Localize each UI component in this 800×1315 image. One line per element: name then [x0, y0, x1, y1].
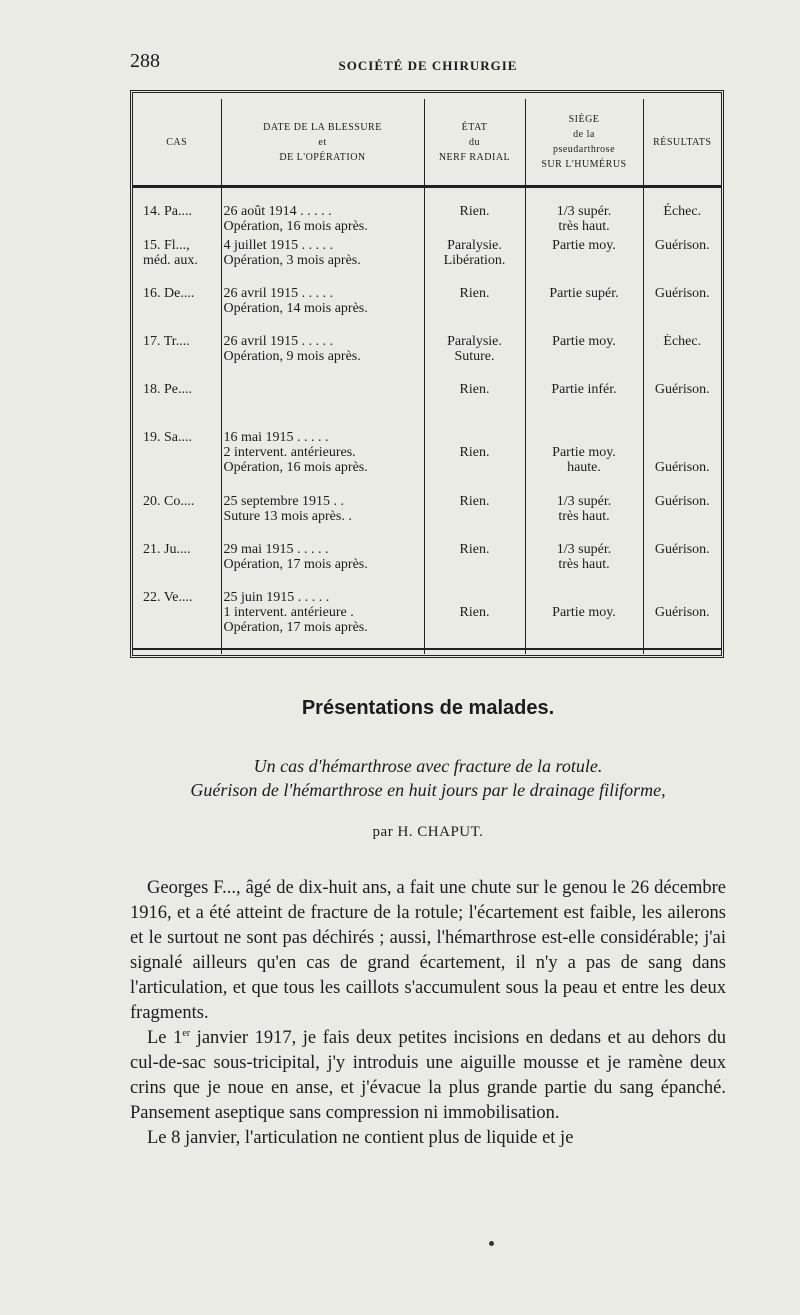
cell-cas: 15. Fl..., méd. aux. [143, 238, 198, 268]
cell-etat: Rien. [424, 286, 525, 334]
cell-siege: Partie moy. [525, 334, 643, 382]
cell-resultat: Guérison. [643, 590, 721, 654]
cases-table-frame [130, 90, 724, 658]
cell-siege: 1/3 supér. très haut. [525, 542, 643, 590]
cell-cas: 22. Ve.... [143, 590, 193, 605]
cell-resultat: Guérison. [643, 286, 721, 334]
cell-siege: 1/3 supér. très haut. [525, 187, 643, 239]
cell-date: 4 juillet 1915 . . . . . Opération, 3 mois après. [221, 238, 424, 286]
cell-cas: 17. Tr.... [143, 334, 190, 349]
cases-table [133, 99, 721, 654]
cell-siege: Partie moy. haute. [525, 430, 643, 494]
cell-cas: 16. De.... [143, 286, 195, 301]
cell-date: 25 septembre 1915 . . Suture 13 mois après. . [221, 494, 424, 542]
paragraph: Georges F..., âgé de dix-huit ans, a fait une chute sur le genou le 26 décembre 1916, et a été atteint de fracture de la rotule; l'écartement est faible, les ailerons et le surtout ne sont pas déchirés ; aussi, l'hémarthrose est-elle considérable; j'ai signalé ailleurs qu'en cas de grand écartement, il n'y a pas de sang dans l'articulation, et que tous les caillots s'accumulent sous la peau et entre les deux fragments. [130, 878, 726, 1023]
cell-siege: 1/3 supér. très haut. [525, 494, 643, 542]
table-row [133, 430, 721, 494]
cell-resultat: Guérison. [643, 382, 721, 430]
table-row [133, 334, 721, 382]
cell-cas: 19. Sa.... [143, 430, 192, 445]
journal-title: SOCIÉTÉ DE CHIRURGIE [338, 58, 518, 73]
cell-resultat: Échec. [643, 334, 721, 382]
cell-etat: Rien. [424, 382, 525, 430]
table-row [133, 494, 721, 542]
cell-date: 26 avril 1915 . . . . . Opération, 9 mois après. [221, 334, 424, 382]
cell-etat: Rien. [424, 590, 525, 654]
cell-cas: 14. Pa.... [143, 204, 192, 219]
table-row [133, 590, 721, 654]
cell-etat: Paralysie. Libération. [424, 238, 525, 286]
cell-date: 29 mai 1915 . . . . . Opération, 17 mois après. [221, 542, 424, 590]
ink-dot [489, 1241, 494, 1246]
table-row [133, 238, 721, 286]
cell-etat: Rien. [424, 542, 525, 590]
table-row [133, 382, 721, 430]
paragraph: Le 1er janvier 1917, je fais deux petites incisions en dedans et au dehors du cul-de-sac sous-tricipital, j'y introduis une aiguille mousse et je ramène deux crins que je noue en anse, et j'évacue la plus grande partie du sang épanché. Pansement aseptique sans compression ni immobilisation. [130, 1027, 726, 1123]
cell-etat: Rien. [424, 187, 525, 239]
cell-siege: Partie moy. [525, 590, 643, 654]
header-etat: ÉTAT du NERF RADIAL [424, 99, 525, 187]
table-row [133, 187, 721, 239]
header-date: DATE DE LA BLESSURE et DE L'OPÉRATION [221, 99, 424, 187]
cell-etat: Paralysie. Suture. [424, 334, 525, 382]
section-heading: Présentations de malades. [301, 697, 555, 719]
article-body [130, 876, 726, 1151]
cell-resultat: Guérison. [643, 238, 721, 286]
cell-siege: Partie infér. [525, 382, 643, 430]
page-number: 288 [130, 50, 160, 72]
header-siege: SIÈGE de la pseudarthrose SUR L'HUMÉRUS [525, 99, 643, 187]
cell-date: 26 avril 1915 . . . . . Opération, 14 mois après. [221, 286, 424, 334]
cell-date: 16 mai 1915 . . . . . 2 intervent. antérieures. Opération, 16 mois après. [221, 430, 424, 494]
article-author: par H. CHAPUT. [372, 824, 484, 840]
article-subtitle: Un cas d'hémarthrose avec fracture de la rotule. [253, 756, 603, 776]
cell-siege: Partie supér. [525, 286, 643, 334]
header-resultats: RÉSULTATS [643, 99, 721, 187]
cell-cas: 20. Co.... [143, 494, 195, 509]
header-cas: CAS [133, 99, 221, 187]
cell-date: 26 août 1914 . . . . . Opération, 16 mois après. [221, 187, 424, 239]
cell-cas: 18. Pe.... [143, 382, 192, 397]
cell-resultat: Échec. [643, 187, 721, 239]
cell-resultat: Guérison. [643, 430, 721, 494]
cell-date [221, 382, 424, 430]
cell-cas: 21. Ju.... [143, 542, 191, 557]
table-header-row [133, 99, 721, 187]
cell-etat: Rien. [424, 494, 525, 542]
cell-etat: Rien. [424, 430, 525, 494]
cell-date: 25 juin 1915 . . . . . 1 intervent. antérieure . Opération, 17 mois après. [221, 590, 424, 654]
cell-resultat: Guérison. [643, 494, 721, 542]
table-row [133, 542, 721, 590]
superscript: er [182, 1027, 191, 1039]
paragraph: Le 8 janvier, l'articulation ne contient plus de liquide et je [147, 1128, 574, 1148]
table-row [133, 286, 721, 334]
cell-resultat: Guérison. [643, 542, 721, 590]
article-subtitle: Guérison de l'hémarthrose en huit jours par le drainage filiforme, [190, 780, 666, 800]
cell-siege: Partie moy. [525, 238, 643, 286]
running-head [130, 50, 726, 80]
